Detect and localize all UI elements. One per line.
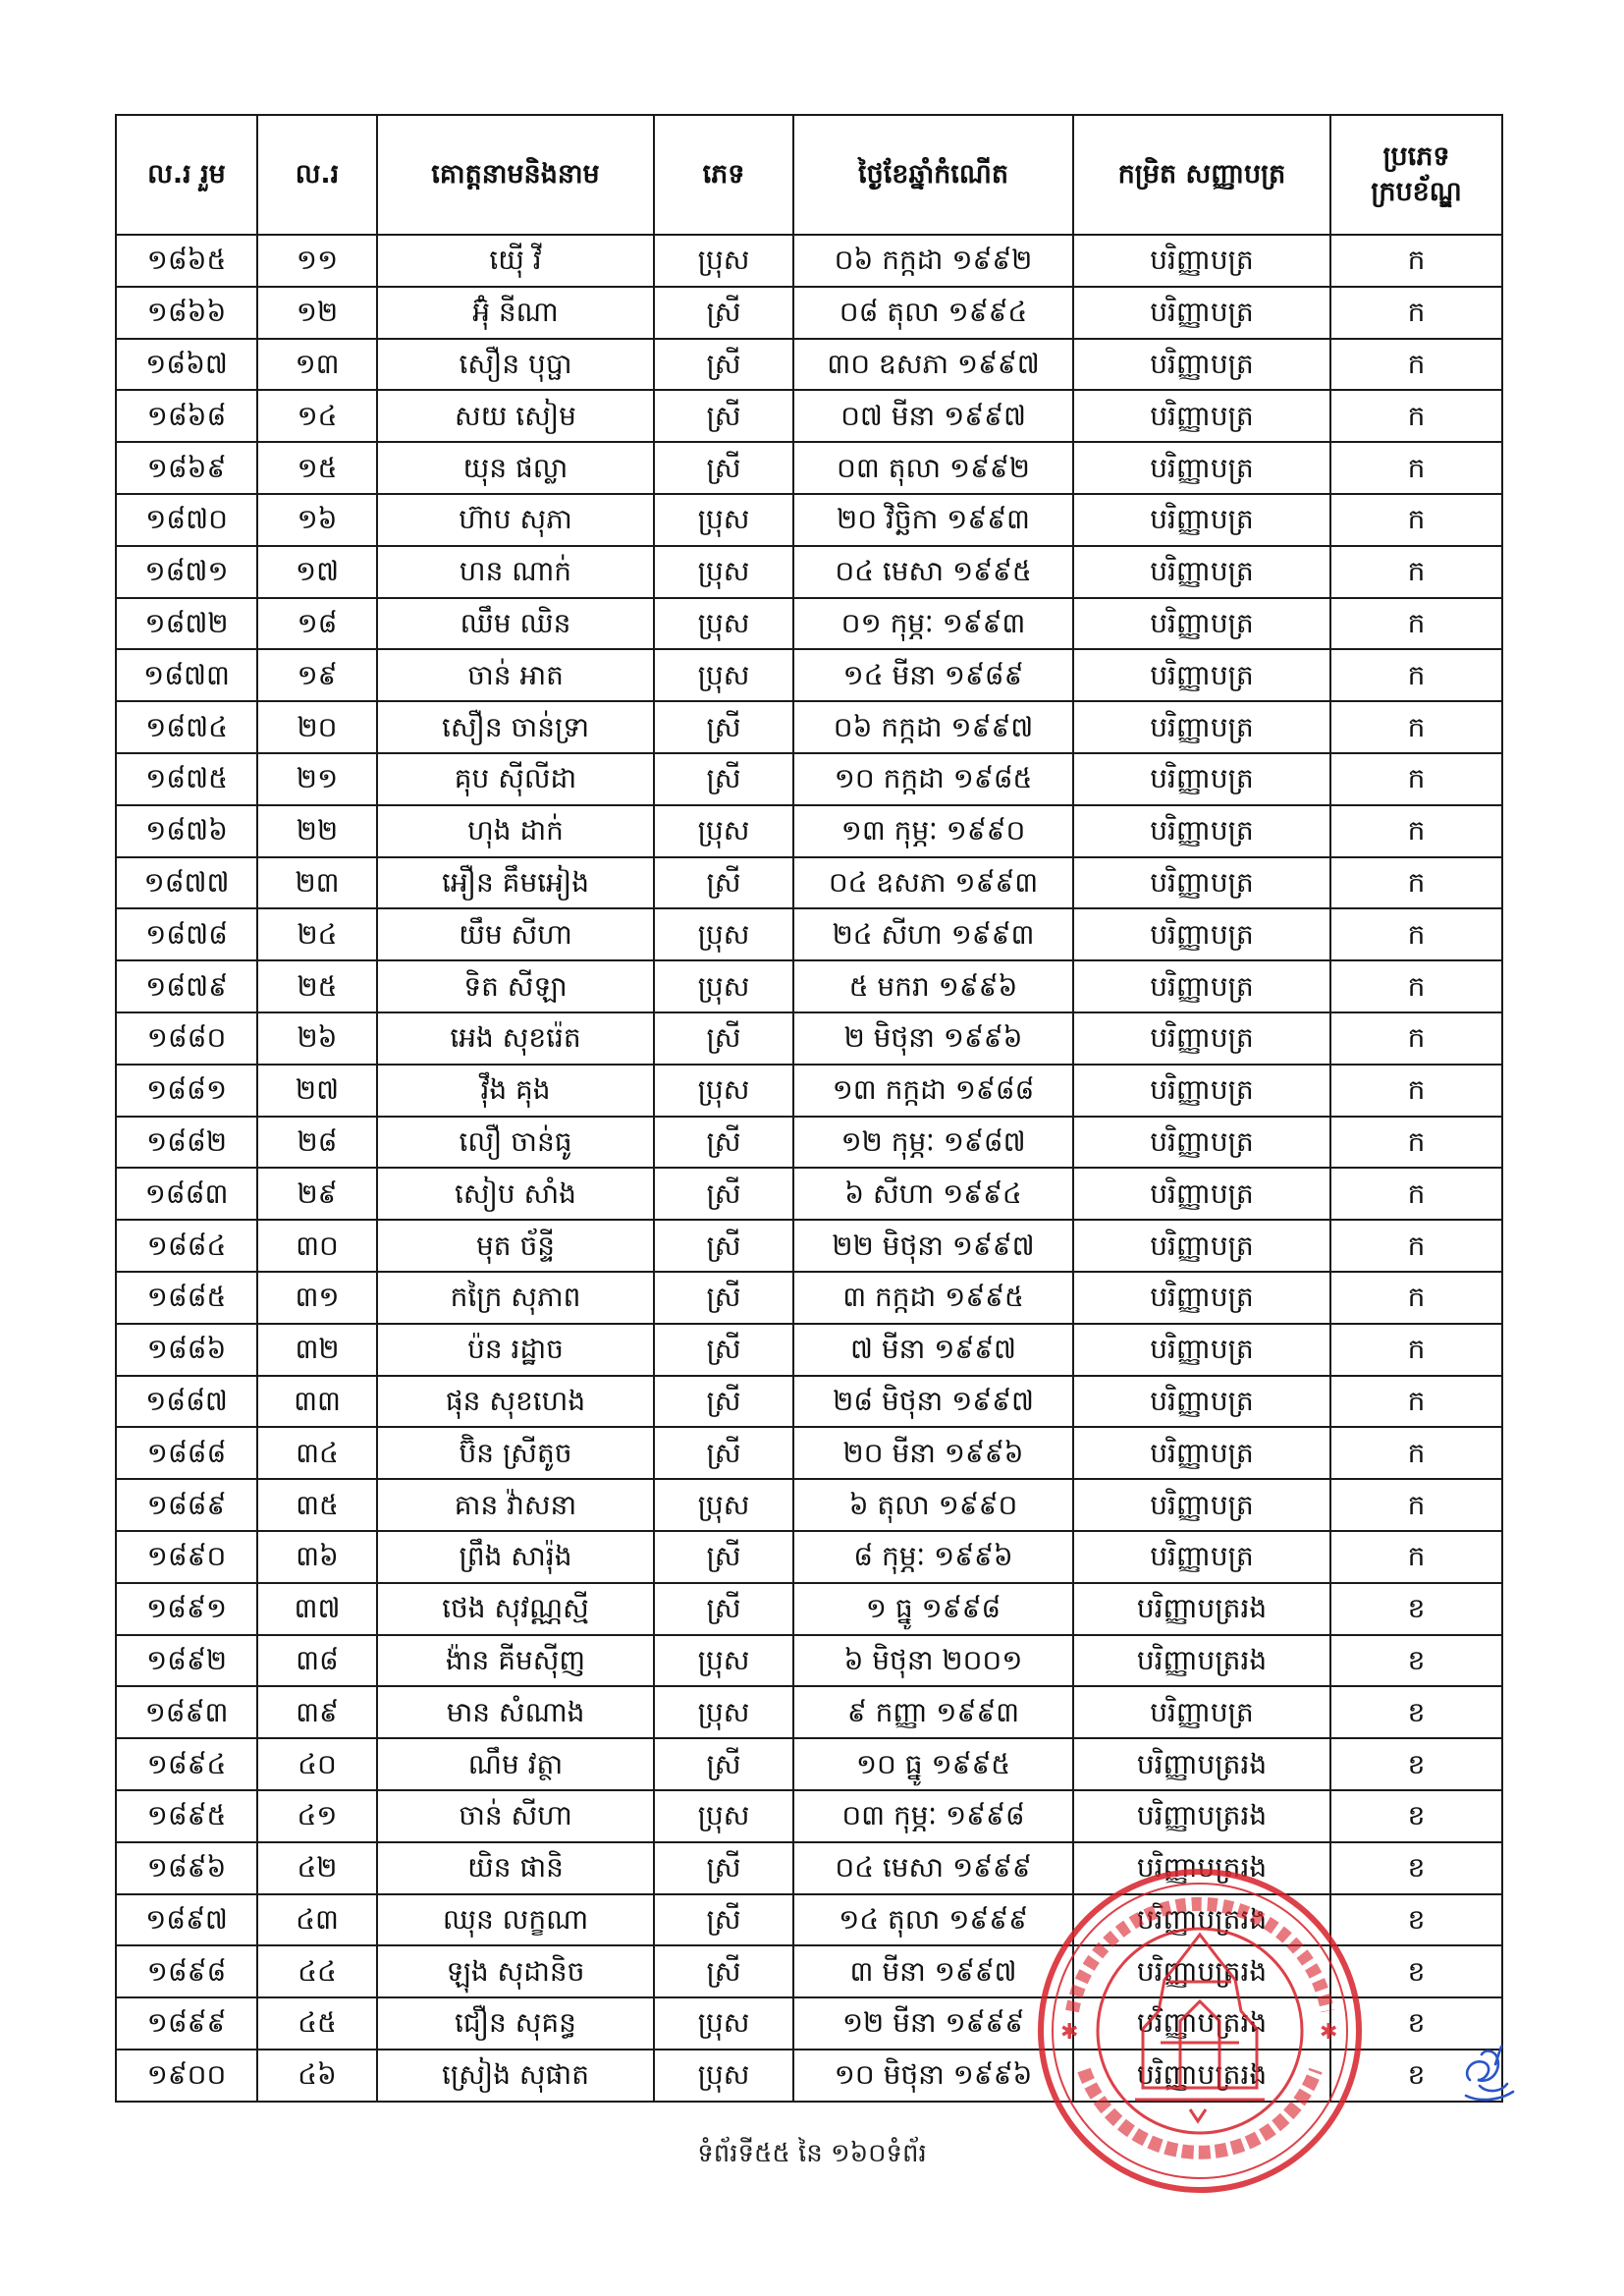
cell-framework-type: ខ — [1330, 1738, 1502, 1790]
cell-full-name: ប៊ិន ស្រីតូច — [377, 1427, 654, 1479]
cell-no: ៣៦ — [257, 1531, 377, 1583]
cell-date-of-birth: ៦ តុលា ១៩៩០ — [793, 1479, 1073, 1531]
cell-sex: ប្រុស — [654, 598, 793, 650]
table-row — [116, 701, 1502, 753]
cell-framework-type: ក — [1330, 1376, 1502, 1428]
cell-degree-level: បរិញ្ញាបត្រ — [1073, 908, 1330, 960]
cell-full-name: យុន ផល្លា — [377, 442, 654, 494]
cell-no: ១៨ — [257, 598, 377, 650]
cell-no: ២២ — [257, 805, 377, 857]
cell-framework-type: ក — [1330, 1168, 1502, 1220]
cell-framework-type: ខ — [1330, 1635, 1502, 1687]
cell-total-no: ១៨៦៩ — [116, 442, 257, 494]
cell-no: ៤០ — [257, 1738, 377, 1790]
cell-sex: ប្រុស — [654, 960, 793, 1012]
cell-no: ២៦ — [257, 1012, 377, 1065]
table-row — [116, 442, 1502, 494]
cell-total-no: ១៩០០ — [116, 2050, 257, 2102]
cell-date-of-birth: ០៨ តុលា ១៩៩៤ — [793, 287, 1073, 339]
cell-full-name: យ៉ើ វី — [377, 235, 654, 287]
cell-sex: ស្រី — [654, 1117, 793, 1169]
cell-full-name: យឹម សីហា — [377, 908, 654, 960]
cell-no: ៣២ — [257, 1324, 377, 1376]
cell-date-of-birth: ៦ មិថុនា ២០០១ — [793, 1635, 1073, 1687]
cell-date-of-birth: ៦ សីហា ១៩៩៤ — [793, 1168, 1073, 1220]
table-row — [116, 339, 1502, 391]
cell-sex: ស្រី — [654, 1583, 793, 1635]
cell-sex: ប្រុស — [654, 1686, 793, 1738]
cell-full-name: កក្រៃ សុភាព — [377, 1272, 654, 1324]
header-degree-level: កម្រិត សញ្ញាបត្រ — [1073, 115, 1330, 235]
cell-full-name: សៀប សាំង — [377, 1168, 654, 1220]
header-sex: ភេទ — [654, 115, 793, 235]
cell-date-of-birth: ០៤ ឧសភា ១៩៩៣ — [793, 857, 1073, 909]
cell-sex: ស្រី — [654, 1324, 793, 1376]
table-row — [116, 390, 1502, 442]
cell-full-name: អ៊ុំ នីណា — [377, 287, 654, 339]
cell-sex: ស្រី — [654, 1220, 793, 1272]
cell-degree-level: បរិញ្ញាបត្រ — [1073, 649, 1330, 701]
cell-framework-type: ក — [1330, 908, 1502, 960]
cell-date-of-birth: ០៤ មេសា ១៩៩៥ — [793, 546, 1073, 598]
cell-date-of-birth: ០១ កុម្ភៈ ១៩៩៣ — [793, 598, 1073, 650]
cell-date-of-birth: ១៣ កុម្ភៈ ១៩៩០ — [793, 805, 1073, 857]
cell-sex: ប្រុស — [654, 908, 793, 960]
cell-sex: ប្រុស — [654, 1065, 793, 1117]
table-row — [116, 235, 1502, 287]
table-row — [116, 1220, 1502, 1272]
cell-sex: ស្រី — [654, 1012, 793, 1065]
cell-no: ២១ — [257, 753, 377, 805]
cell-framework-type: ក — [1330, 235, 1502, 287]
cell-degree-level: បរិញ្ញាបត្រ — [1073, 1531, 1330, 1583]
cell-full-name: ជឿន សុគន្ធ — [377, 1997, 654, 2050]
header-no: ល.រ — [257, 115, 377, 235]
cell-degree-level: បរិញ្ញាបត្រ — [1073, 805, 1330, 857]
cell-full-name: សឿន បុប្ផា — [377, 339, 654, 391]
cell-no: ៣៥ — [257, 1479, 377, 1531]
cell-framework-type: ក — [1330, 649, 1502, 701]
cell-degree-level: បរិញ្ញាបត្រ — [1073, 494, 1330, 546]
cell-degree-level: បរិញ្ញាបត្រ — [1073, 598, 1330, 650]
cell-no: ៤១ — [257, 1790, 377, 1842]
cell-degree-level: បរិញ្ញាបត្រ — [1073, 1168, 1330, 1220]
cell-framework-type: ក — [1330, 701, 1502, 753]
cell-degree-level: បរិញ្ញាបត្រ — [1073, 960, 1330, 1012]
table-row — [116, 1012, 1502, 1065]
table-row — [116, 753, 1502, 805]
cell-no: ២៥ — [257, 960, 377, 1012]
cell-framework-type: ខ — [1330, 1894, 1502, 1946]
cell-full-name: ហុង ដាក់ — [377, 805, 654, 857]
cell-degree-level: បរិញ្ញាបត្រ — [1073, 1376, 1330, 1428]
table-row — [116, 805, 1502, 857]
cell-no: ៤៦ — [257, 2050, 377, 2102]
cell-degree-level: បរិញ្ញាបត្រ — [1073, 1117, 1330, 1169]
cell-full-name: ស្រៀង សុផាត — [377, 2050, 654, 2102]
cell-total-no: ១៨៩៨ — [116, 1945, 257, 1997]
cell-framework-type: ក — [1330, 805, 1502, 857]
cell-sex: ស្រី — [654, 1842, 793, 1894]
cell-no: ៤៣ — [257, 1894, 377, 1946]
cell-total-no: ១៨៧២ — [116, 598, 257, 650]
cell-total-no: ១៨៩១ — [116, 1583, 257, 1635]
cell-sex: ប្រុស — [654, 546, 793, 598]
cell-full-name: អេង សុខរ៉េត — [377, 1012, 654, 1065]
cell-sex: ស្រី — [654, 339, 793, 391]
cell-framework-type: ក — [1330, 1065, 1502, 1117]
cell-framework-type: ក — [1330, 546, 1502, 598]
cell-sex: ប្រុស — [654, 235, 793, 287]
cell-degree-level: បរិញ្ញាបត្ររង — [1073, 1997, 1330, 2050]
cell-date-of-birth: ០៧ មីនា ១៩៩៧ — [793, 390, 1073, 442]
cell-total-no: ១៨៩៤ — [116, 1738, 257, 1790]
cell-no: ៤២ — [257, 1842, 377, 1894]
cell-no: ៣១ — [257, 1272, 377, 1324]
cell-full-name: គាន វ៉ាសនា — [377, 1479, 654, 1531]
cell-framework-type: ក — [1330, 1324, 1502, 1376]
cell-date-of-birth: ៨ កុម្ភៈ ១៩៩៦ — [793, 1531, 1073, 1583]
cell-framework-type: ក — [1330, 1427, 1502, 1479]
cell-no: ២៩ — [257, 1168, 377, 1220]
cell-total-no: ១៨៧៩ — [116, 960, 257, 1012]
svg-text:✱: ✱ — [1320, 2020, 1338, 2045]
cell-total-no: ១៨៦៥ — [116, 235, 257, 287]
cell-degree-level: បរិញ្ញាបត្រ — [1073, 1012, 1330, 1065]
cell-degree-level: បរិញ្ញាបត្ររង — [1073, 1738, 1330, 1790]
cell-full-name: សយ សៀម — [377, 390, 654, 442]
cell-framework-type: ខ — [1330, 1686, 1502, 1738]
cell-degree-level: បរិញ្ញាបត្ររង — [1073, 1583, 1330, 1635]
cell-date-of-birth: ៩ កញ្ញា ១៩៩៣ — [793, 1686, 1073, 1738]
cell-framework-type: ក — [1330, 1117, 1502, 1169]
cell-full-name: វ៉ឹង គុង — [377, 1065, 654, 1117]
cell-full-name: សឿន ចាន់ទ្រា — [377, 701, 654, 753]
table-body — [116, 235, 1502, 2102]
cell-degree-level: បរិញ្ញាបត្ររង — [1073, 2050, 1330, 2102]
cell-framework-type: ក — [1330, 442, 1502, 494]
cell-date-of-birth: ០៦ កក្កដា ១៩៩២ — [793, 235, 1073, 287]
cell-total-no: ១៨៧៤ — [116, 701, 257, 753]
cell-degree-level: បរិញ្ញាបត្រ — [1073, 442, 1330, 494]
cell-full-name: ទិត សីឡា — [377, 960, 654, 1012]
table-row — [116, 1531, 1502, 1583]
cell-no: ៣៧ — [257, 1583, 377, 1635]
cell-total-no: ១៨៨៤ — [116, 1220, 257, 1272]
cell-total-no: ១៨៨៩ — [116, 1479, 257, 1531]
cell-date-of-birth: ០៤ មេសា ១៩៩៩ — [793, 1842, 1073, 1894]
cell-total-no: ១៨៨០ — [116, 1012, 257, 1065]
cell-degree-level: បរិញ្ញាបត្រ — [1073, 1686, 1330, 1738]
table-row — [116, 857, 1502, 909]
cell-total-no: ១៨៩០ — [116, 1531, 257, 1583]
cell-sex: ស្រី — [654, 390, 793, 442]
cell-date-of-birth: ០៣ តុលា ១៩៩២ — [793, 442, 1073, 494]
cell-sex: ប្រុស — [654, 1635, 793, 1687]
cell-total-no: ១៨៧៧ — [116, 857, 257, 909]
table-row — [116, 1065, 1502, 1117]
cell-sex: ស្រី — [654, 701, 793, 753]
cell-date-of-birth: ១ ធ្នូ ១៩៩៨ — [793, 1583, 1073, 1635]
cell-date-of-birth: ៣០ ឧសភា ១៩៩៧ — [793, 339, 1073, 391]
cell-no: ៤៤ — [257, 1945, 377, 1997]
cell-framework-type: ខ — [1330, 1997, 1502, 2050]
cell-full-name: ឈុន លក្ខណា — [377, 1894, 654, 1946]
table-header-row — [116, 115, 1502, 235]
cell-degree-level: បរិញ្ញាបត្រ — [1073, 1272, 1330, 1324]
page-number: ទំព័រទី៥៥ នៃ ១៦០ទំព័រ — [697, 2139, 927, 2168]
table-row — [116, 1635, 1502, 1687]
cell-framework-type: ក — [1330, 857, 1502, 909]
cell-full-name: ចាន់ សីហា — [377, 1790, 654, 1842]
table-row — [116, 494, 1502, 546]
table-row — [116, 1427, 1502, 1479]
cell-total-no: ១៨៨៦ — [116, 1324, 257, 1376]
cell-sex: ប្រុស — [654, 2050, 793, 2102]
cell-full-name: ឈឹម ឈិន — [377, 598, 654, 650]
table-row — [116, 1376, 1502, 1428]
cell-sex: ស្រី — [654, 1168, 793, 1220]
cell-framework-type: ក — [1330, 339, 1502, 391]
table-row — [116, 287, 1502, 339]
table-row — [116, 1738, 1502, 1790]
cell-no: ១១ — [257, 235, 377, 287]
cell-full-name: ហន ណាក់ — [377, 546, 654, 598]
cell-total-no: ១៨៩៧ — [116, 1894, 257, 1946]
cell-total-no: ១៨៧០ — [116, 494, 257, 546]
cell-total-no: ១៨៨៣ — [116, 1168, 257, 1220]
cell-total-no: ១៨៧១ — [116, 546, 257, 598]
cell-sex: ស្រី — [654, 1376, 793, 1428]
cell-no: ៣៣ — [257, 1376, 377, 1428]
cell-no: ១២ — [257, 287, 377, 339]
cell-total-no: ១៨៨៧ — [116, 1376, 257, 1428]
cell-framework-type: ក — [1330, 287, 1502, 339]
cell-date-of-birth: ៣ មីនា ១៩៩៧ — [793, 1945, 1073, 1997]
cell-sex: ស្រី — [654, 1945, 793, 1997]
cell-no: ២៣ — [257, 857, 377, 909]
table-row — [116, 1479, 1502, 1531]
cell-date-of-birth: ២ មិថុនា ១៩៩៦ — [793, 1012, 1073, 1065]
cell-sex: ស្រី — [654, 1531, 793, 1583]
cell-date-of-birth: ១២ មីនា ១៩៩៩ — [793, 1997, 1073, 2050]
cell-date-of-birth: ០៣ កុម្ភៈ ១៩៩៨ — [793, 1790, 1073, 1842]
cell-total-no: ១៨៧៦ — [116, 805, 257, 857]
cell-total-no: ១៨៩៦ — [116, 1842, 257, 1894]
cell-framework-type: ក — [1330, 1220, 1502, 1272]
cell-full-name: លឿ ចាន់ធូ — [377, 1117, 654, 1169]
cell-full-name: ថេង សុវណ្ណស្មី — [377, 1583, 654, 1635]
cell-framework-type: ក — [1330, 960, 1502, 1012]
cell-degree-level: បរិញ្ញាបត្ររង — [1073, 1842, 1330, 1894]
cell-degree-level: បរិញ្ញាបត្ររង — [1073, 1635, 1330, 1687]
cell-date-of-birth: ១៣ កក្កដា ១៩៨៨ — [793, 1065, 1073, 1117]
cell-full-name: ង៉ាន គីមស៊ីញ — [377, 1635, 654, 1687]
cell-date-of-birth: ៣ កក្កដា ១៩៩៥ — [793, 1272, 1073, 1324]
cell-framework-type: ខ — [1330, 2050, 1502, 2102]
cell-degree-level: បរិញ្ញាបត្រ — [1073, 1479, 1330, 1531]
cell-degree-level: បរិញ្ញាបត្ររង — [1073, 1894, 1330, 1946]
cell-no: ១៧ — [257, 546, 377, 598]
cell-no: ៣៨ — [257, 1635, 377, 1687]
cell-sex: ស្រី — [654, 753, 793, 805]
cell-framework-type: ខ — [1330, 1790, 1502, 1842]
table-row — [116, 598, 1502, 650]
cell-full-name: ព្រឹង សារ៉ុង — [377, 1531, 654, 1583]
header-framework-type: ប្រភេទ ក្របខ័ណ្ឌ — [1330, 115, 1502, 235]
cell-degree-level: បរិញ្ញាបត្រ — [1073, 546, 1330, 598]
cell-degree-level: បរិញ្ញាបត្រ — [1073, 701, 1330, 753]
cell-framework-type: ខ — [1330, 1945, 1502, 1997]
cell-total-no: ១៨៦៦ — [116, 287, 257, 339]
table-row — [116, 1790, 1502, 1842]
cell-framework-type: ខ — [1330, 1842, 1502, 1894]
cell-total-no: ១៨៩៥ — [116, 1790, 257, 1842]
cell-full-name: ផុន សុខហេង — [377, 1376, 654, 1428]
cell-total-no: ១៨៩២ — [116, 1635, 257, 1687]
cell-sex: ស្រី — [654, 1427, 793, 1479]
cell-degree-level: បរិញ្ញាបត្រ — [1073, 235, 1330, 287]
cell-framework-type: ក — [1330, 494, 1502, 546]
cell-no: ១៦ — [257, 494, 377, 546]
cell-sex: ស្រី — [654, 1272, 793, 1324]
cell-framework-type: ក — [1330, 390, 1502, 442]
cell-date-of-birth: ១០ មិថុនា ១៩៩៦ — [793, 2050, 1073, 2102]
cell-no: ៤៥ — [257, 1997, 377, 2050]
table-row — [116, 1168, 1502, 1220]
cell-framework-type: ក — [1330, 598, 1502, 650]
cell-framework-type: ខ — [1330, 1583, 1502, 1635]
cell-date-of-birth: ១២ កុម្ភៈ ១៩៨៧ — [793, 1117, 1073, 1169]
cell-sex: ស្រី — [654, 442, 793, 494]
cell-total-no: ១៨៨៥ — [116, 1272, 257, 1324]
header-full-name: គោត្តនាមនិងនាម — [377, 115, 654, 235]
table-row — [116, 960, 1502, 1012]
cell-total-no: ១៨៦៨ — [116, 390, 257, 442]
cell-full-name: ណឹម វត្ថា — [377, 1738, 654, 1790]
cell-no: ២៨ — [257, 1117, 377, 1169]
cell-degree-level: បរិញ្ញាបត្រ — [1073, 1065, 1330, 1117]
cell-sex: ប្រុស — [654, 1479, 793, 1531]
cell-full-name: ចាន់ អាត — [377, 649, 654, 701]
cell-no: ១៥ — [257, 442, 377, 494]
cell-date-of-birth: ២៨ មិថុនា ១៩៩៧ — [793, 1376, 1073, 1428]
cell-date-of-birth: ១៤ មីនា ១៩៨៩ — [793, 649, 1073, 701]
cell-full-name: យិន ផានិ — [377, 1842, 654, 1894]
cell-framework-type: ក — [1330, 1272, 1502, 1324]
cell-total-no: ១៨៨១ — [116, 1065, 257, 1117]
cell-degree-level: បរិញ្ញាបត្រ — [1073, 1324, 1330, 1376]
table-row — [116, 1324, 1502, 1376]
cell-sex: ស្រី — [654, 287, 793, 339]
cell-no: ៣៩ — [257, 1686, 377, 1738]
cell-framework-type: ក — [1330, 1012, 1502, 1065]
cell-date-of-birth: ២០ មីនា ១៩៩៦ — [793, 1427, 1073, 1479]
cell-degree-level: បរិញ្ញាបត្រ — [1073, 753, 1330, 805]
cell-date-of-birth: ២៤ សីហា ១៩៩៣ — [793, 908, 1073, 960]
cell-total-no: ១៨៩៩ — [116, 1997, 257, 2050]
cell-degree-level: បរិញ្ញាបត្រ — [1073, 339, 1330, 391]
cell-total-no: ១៨៨២ — [116, 1117, 257, 1169]
cell-degree-level: បរិញ្ញាបត្រ — [1073, 857, 1330, 909]
cell-date-of-birth: ២០ វិច្ឆិកា ១៩៩៣ — [793, 494, 1073, 546]
table-row — [116, 546, 1502, 598]
cell-sex: ប្រុស — [654, 649, 793, 701]
cell-sex: ស្រី — [654, 857, 793, 909]
cell-degree-level: បរិញ្ញាបត្រ — [1073, 287, 1330, 339]
table-row — [116, 908, 1502, 960]
cell-total-no: ១៨៩៣ — [116, 1686, 257, 1738]
cell-date-of-birth: ៥ មករា ១៩៩៦ — [793, 960, 1073, 1012]
cell-framework-type: ក — [1330, 753, 1502, 805]
cell-full-name: មុត ច័ន្ទី — [377, 1220, 654, 1272]
cell-degree-level: បរិញ្ញាបត្រ — [1073, 1220, 1330, 1272]
personnel-table — [115, 114, 1503, 2103]
cell-full-name: គុប ស៊ីលីដា — [377, 753, 654, 805]
cell-no: ២៧ — [257, 1065, 377, 1117]
cell-degree-level: បរិញ្ញាបត្ររង — [1073, 1945, 1330, 1997]
cell-full-name: ហ៊ាប សុភា — [377, 494, 654, 546]
table-row — [116, 1117, 1502, 1169]
cell-total-no: ១៨៧៥ — [116, 753, 257, 805]
cell-no: ១៣ — [257, 339, 377, 391]
cell-sex: ស្រី — [654, 1738, 793, 1790]
cell-date-of-birth: ០៦ កក្កដា ១៩៩៧ — [793, 701, 1073, 753]
cell-total-no: ១៨៧៣ — [116, 649, 257, 701]
cell-date-of-birth: ២២ មិថុនា ១៩៩៧ — [793, 1220, 1073, 1272]
cell-framework-type: ក — [1330, 1531, 1502, 1583]
table-row — [116, 1686, 1502, 1738]
cell-total-no: ១៨៨៨ — [116, 1427, 257, 1479]
cell-full-name: មាន សំណាង — [377, 1686, 654, 1738]
cell-framework-type: ក — [1330, 1479, 1502, 1531]
cell-total-no: ១៨៦៧ — [116, 339, 257, 391]
table-row — [116, 1272, 1502, 1324]
cell-no: ៣៤ — [257, 1427, 377, 1479]
cell-sex: ប្រុស — [654, 1790, 793, 1842]
official-seal-stamp — [1033, 1864, 1367, 2198]
header-total-no: ល.រ រួម — [116, 115, 257, 235]
table-row — [116, 1583, 1502, 1635]
cell-date-of-birth: ១៤ តុលា ១៩៩៩ — [793, 1894, 1073, 1946]
header-date-of-birth: ថ្ងៃខែឆ្នាំកំណើត — [793, 115, 1073, 235]
cell-full-name: ប៉ន រដ្ឋាច — [377, 1324, 654, 1376]
cell-sex: ប្រុស — [654, 1997, 793, 2050]
cell-no: ២០ — [257, 701, 377, 753]
cell-degree-level: បរិញ្ញាបត្ររង — [1073, 1790, 1330, 1842]
cell-date-of-birth: ១០ កក្កដា ១៩៨៥ — [793, 753, 1073, 805]
cell-degree-level: បរិញ្ញាបត្រ — [1073, 1427, 1330, 1479]
cell-sex: ប្រុស — [654, 805, 793, 857]
cell-total-no: ១៨៧៨ — [116, 908, 257, 960]
cell-full-name: អឿន គឹមអៀង — [377, 857, 654, 909]
cell-sex: ប្រុស — [654, 494, 793, 546]
cell-sex: ស្រី — [654, 1894, 793, 1946]
table-row — [116, 649, 1502, 701]
cell-no: ១៤ — [257, 390, 377, 442]
cell-degree-level: បរិញ្ញាបត្រ — [1073, 390, 1330, 442]
svg-text:✱: ✱ — [1060, 2020, 1079, 2045]
cell-date-of-birth: ១០ ធ្នូ ១៩៩៥ — [793, 1738, 1073, 1790]
cell-no: ១៩ — [257, 649, 377, 701]
cell-date-of-birth: ៧ មីនា ១៩៩៧ — [793, 1324, 1073, 1376]
signature-mark — [1458, 2041, 1519, 2109]
cell-no: ២៤ — [257, 908, 377, 960]
cell-no: ៣០ — [257, 1220, 377, 1272]
cell-full-name: ឡុង សុដានិច — [377, 1945, 654, 1997]
